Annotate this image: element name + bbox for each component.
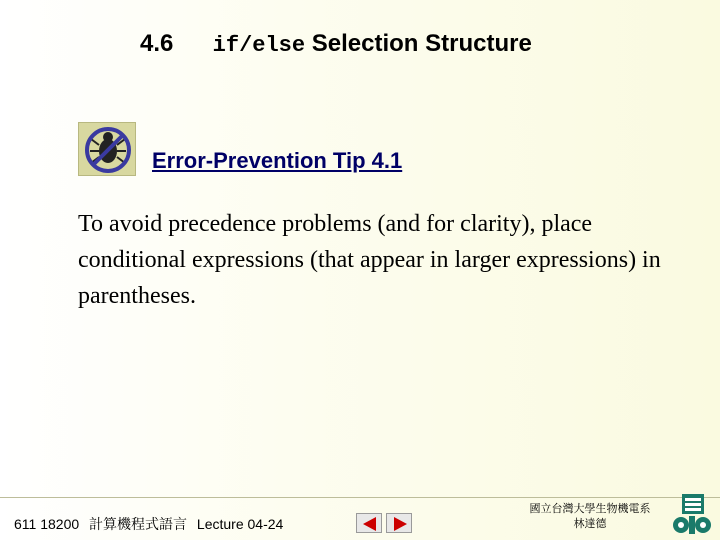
course-code: 611 18200	[14, 516, 80, 532]
next-slide-button[interactable]	[386, 513, 412, 533]
no-bug-icon	[78, 122, 136, 176]
lecture-label: Lecture 04-24	[196, 516, 284, 532]
instructor-name: 林達德	[573, 517, 607, 530]
footer-course-info	[14, 514, 289, 534]
department-name: 國立台灣大學生物機電系	[529, 502, 651, 515]
footer-divider	[0, 497, 720, 498]
footer-affiliation	[515, 501, 665, 531]
title-code: if/else	[212, 33, 306, 58]
slide-title	[140, 30, 532, 58]
tip-heading: Error-Prevention Tip 4.1	[152, 148, 403, 173]
title-text: Selection Structure	[311, 30, 532, 57]
triangle-left-icon	[357, 514, 383, 534]
triangle-right-icon	[387, 514, 413, 534]
previous-slide-button[interactable]	[356, 513, 382, 533]
section-number: 4.6	[140, 30, 174, 57]
department-logo-icon	[670, 492, 714, 536]
course-name: 計算機程式語言	[89, 516, 188, 532]
tip-body: To avoid precedence problems (and for clarity), place conditional expressions (that appear in larger expressions) in parentheses.	[78, 211, 661, 309]
